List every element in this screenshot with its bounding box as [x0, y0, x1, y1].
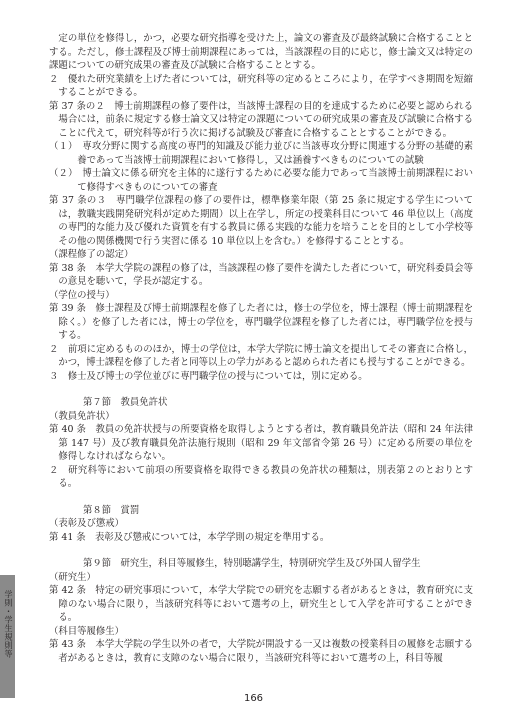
paragraph: （２） 博士論文に係る研究を主体的に遂行するために必要な能力であって当該博士前期課程において修得すべきものについての審査 — [49, 168, 473, 193]
paragraph: 定の単位を修得し，かつ，必要な研究指導を受けた上，論文の審査及び最終試験に合格することとする。ただし，修士課程及び博士前期課程にあっては，当該課程の目的に応じ，修士論文又は特定の課題についての研究成果の審査及び試験に合格することとする。 — [49, 33, 473, 71]
paragraph: 第 37 条の２ 博士前期課程の修了要件は，当該博士課程の目的を達成するために必要と認められる場合には，前条に規定する修士論文又は特定の課題についての研究成果の審査及び試験に合格することに代えて，研究科等が行う次に掲げる試験及び審査に合格することとすることができる。 — [49, 100, 473, 139]
paragraph: （１） 専攻分野に関する高度の専門的知識及び能力並びに当該専攻分野に関連する分野の基礎的素養であって当該博士前期課程において修得し，又は涵養すべきものについての試験 — [49, 141, 473, 166]
side-tab-label: 学則・学生規則等 — [4, 590, 13, 658]
paragraph: 第 39 条 修士課程及び博士前期課程を修了した者には，修士の学位を，博士課程（博士前期課程を除く。）を修了した者には，博士の学位を，専門職学位課程を修了した者には，専門職学位を授与する。 — [49, 303, 473, 341]
article-caption: （学位の授与） — [49, 289, 115, 301]
paragraph: 第 41 条 表彰及び懲戒については，本学学則の規定を準用する。 — [49, 531, 330, 543]
article-caption: （教員免許状） — [49, 410, 115, 422]
article-caption: （課程修了の認定） — [49, 249, 134, 260]
page-number: 166 — [243, 693, 264, 704]
paragraph: ２ 優れた研究業績を上げた者については，研究科等の定めるところにより，在学すべき期間を短縮することができる。 — [49, 73, 473, 98]
document-body — [49, 32, 473, 665]
paragraph: 第 40 条 教員の免許状授与の所要資格を取得しようとする者は，教育職員免許法（昭和 24 年法律第 147 号）及び教育職員免許法施行規則（昭和 29 年文部省令第 26 号）に定める所要の単位を修得しなければならない。 — [49, 424, 473, 462]
paragraph: ２ 研究科等において前項の所要資格を取得できる教員の免許状の種類は，別表第２のとおりとする。 — [49, 464, 473, 489]
paragraph: 第 43 条 本学大学院の学生以外の者で，大学院が開設する一又は複数の授業科目の履修を志願する者があるときは，教育に支障のない場合に限り，当該研究科等において選考の上，科目等履 — [49, 639, 473, 664]
section-title: 第７節 教員免許状 — [83, 397, 168, 408]
article-caption: （表彰及び懲戒） — [49, 518, 125, 529]
section-title: 第８節 賞罰 — [83, 504, 140, 516]
paragraph: 第 38 条 本学大学院の課程の修了は，当該課程の修了要件を満たした者について，研究科委員会等の意見を聴いて，学長が認定する。 — [49, 262, 473, 287]
paragraph: 第 37 条の３ 専門職学位課程の修了の要件は，標準修業年限（第 25 条に規定する学生については，教職実践開発研究科が定めた期間）以上在学し，所定の授業科目について 46 単位以上（高度の専門的な能力及び優れた資質を有する教員に係る実践的な能力を培うことを目的として小学校等その他の関係機関で行う実習に係る 10 単位以上を含む。）を修得することとする。 — [49, 195, 473, 247]
article-caption: （研究生） — [49, 571, 96, 583]
paragraph: ２ 前項に定めるもののほか，博士の学位は，本学大学院に博士論文を提出してその審査に合格し，かつ，博士課程を修了した者と同等以上の学力があると認められた者にも授与することができる。 — [49, 343, 473, 368]
article-caption: （科目等履修生） — [49, 625, 125, 637]
paragraph: 第 42 条 特定の研究事項について，本学大学院での研究を志願する者があるときは，教育研究に支障のない場合に限り，当該研究科等において選考の上，研究生として入学を許可することができる。 — [49, 585, 473, 623]
section-title: 第９節 研究生，科目等履修生，特別聴講学生，特別研究学生及び外国人留学生 — [83, 558, 421, 569]
paragraph: ３ 修士及び博士の学位並びに専門職学位の授与については，別に定める。 — [49, 370, 368, 382]
